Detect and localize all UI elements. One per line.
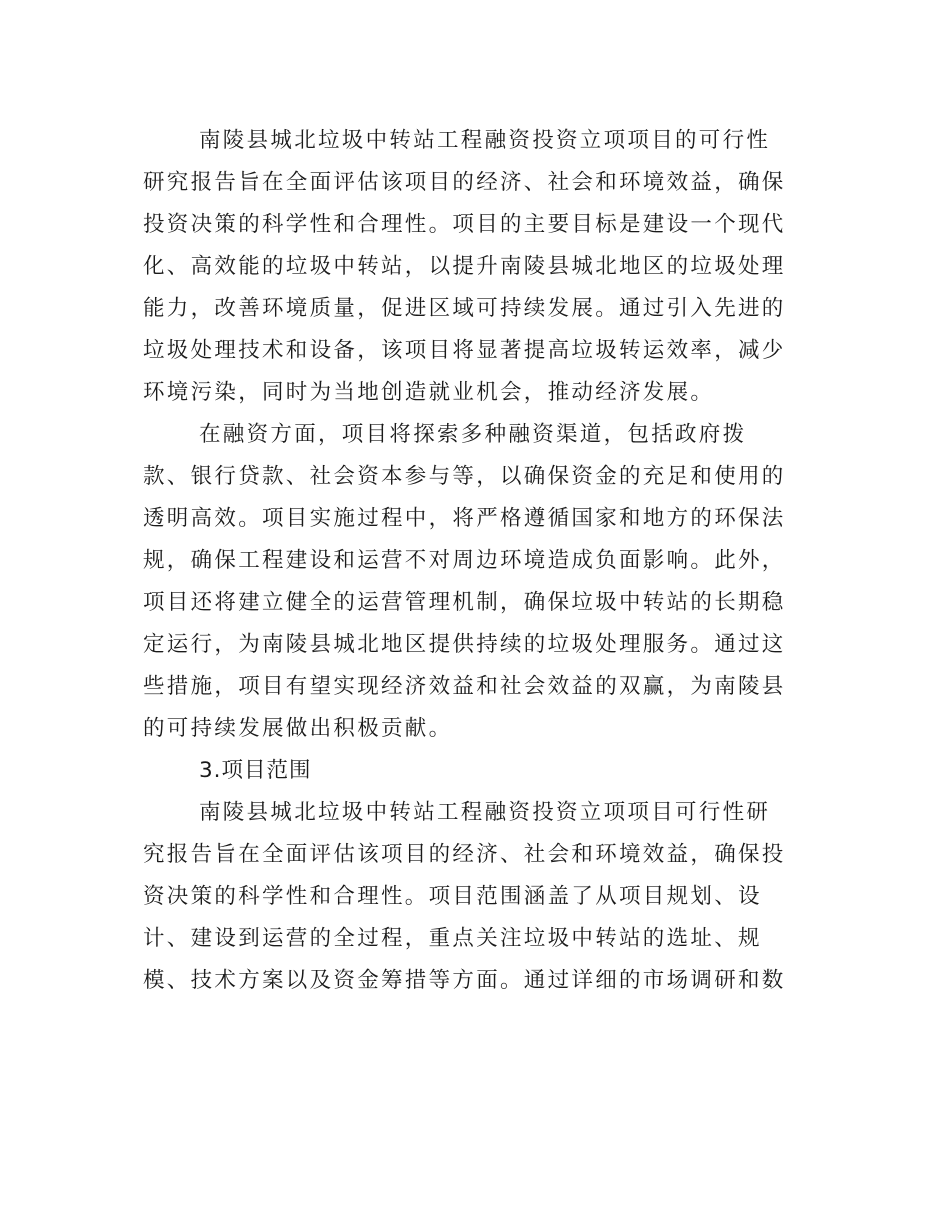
text-line: 南陵县城北垃圾中转站工程融资投资立项项目可行性研: [199, 800, 771, 825]
text-line: 垃圾处理技术和设备，该项目将显著提高垃圾转运效率，减少: [143, 338, 786, 363]
text-line: 资决策的科学性和合理性。项目范围涵盖了从项目规划、设: [143, 884, 762, 909]
text-line: 究报告旨在全面评估该项目的经济、社会和环境效益，确保投: [143, 842, 786, 867]
text-line: 透明高效。项目实施过程中，将严格遵循国家和地方的环保法: [143, 506, 786, 531]
document-body: [143, 120, 815, 1002]
text-line: 在融资方面，项目将探索多种融资渠道，包括政府拨: [199, 422, 747, 447]
text-line: 模、技术方案以及资金筹措等方面。通过详细的市场调研和数: [143, 968, 786, 993]
paragraph-project-scope: [143, 792, 815, 1002]
text-line: 规，确保工程建设和运营不对周边环境造成负面影响。此外，: [143, 548, 786, 573]
text-line: 计、建设到运营的全过程，重点关注垃圾中转站的选址、规: [143, 926, 762, 951]
text-line: 些措施，项目有望实现经济效益和社会效益的双赢，为南陵县: [143, 674, 786, 699]
paragraph-project-overview: [143, 120, 815, 414]
text-line: 投资决策的科学性和合理性。项目的主要目标是建设一个现代: [143, 212, 786, 237]
text-line: 能力，改善环境质量，促进区域可持续发展。通过引入先进的: [143, 296, 786, 321]
paragraph-financing: [143, 414, 815, 750]
text-line: 研究报告旨在全面评估该项目的经济、社会和环境效益，确保: [143, 170, 786, 195]
section-heading-project-scope: [143, 750, 815, 792]
text-line: 的可持续发展做出积极贡献。: [143, 716, 453, 741]
section-heading: 3.项目范围: [199, 758, 312, 783]
text-line: 南陵县城北垃圾中转站工程融资投资立项项目的可行性: [199, 128, 771, 153]
text-line: 定运行，为南陵县城北地区提供持续的垃圾处理服务。通过这: [143, 632, 786, 657]
text-line: 化、高效能的垃圾中转站，以提升南陵县城北地区的垃圾处理: [143, 254, 786, 279]
text-line: 项目还将建立健全的运营管理机制，确保垃圾中转站的长期稳: [143, 590, 786, 615]
text-line: 环境污染，同时为当地创造就业机会，推动经济发展。: [143, 380, 715, 405]
text-line: 款、银行贷款、社会资本参与等，以确保资金的充足和使用的: [143, 464, 786, 489]
